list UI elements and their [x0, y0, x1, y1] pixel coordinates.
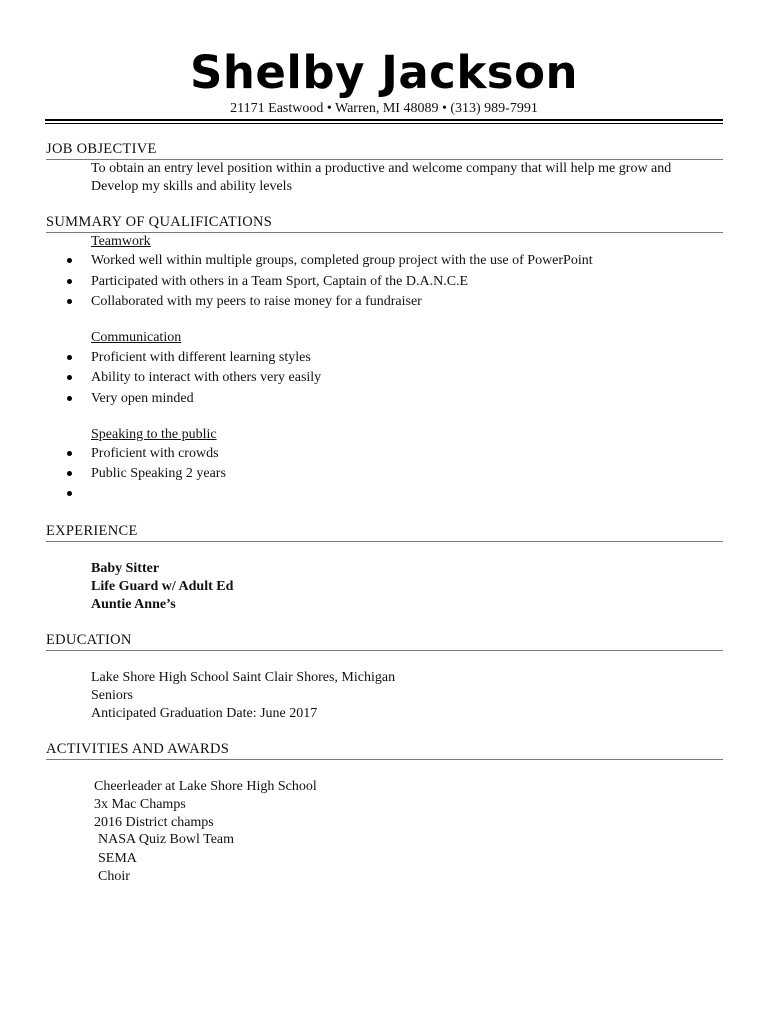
speaking-title: Speaking to the public [91, 427, 217, 442]
education-line-3: Anticipated Graduation Date: June 2017 [91, 706, 318, 721]
bullet-marker [67, 279, 72, 284]
activity-item-2: 3x Mac Champs [94, 797, 186, 812]
education-line-2: Seniors [91, 688, 133, 703]
bullet-marker [67, 299, 72, 304]
teamwork-item-1: Worked well within multiple groups, completed group project with the use of PowerPoint [91, 253, 593, 268]
teamwork-item-3: Collaborated with my peers to raise money for a fundraiser [91, 294, 422, 309]
experience-item-3: Auntie Anne’s [91, 597, 176, 612]
communication-item-1: Proficient with different learning styles [91, 350, 311, 365]
bullet-marker [67, 491, 72, 496]
teamwork-item-2: Participated with others in a Team Sport, Captain of the D.A.N.C.E [91, 274, 469, 289]
speaking-item-1: Proficient with crowds [91, 446, 219, 461]
objective-line-2: Develop my skills and ability levels [91, 179, 293, 194]
activity-item-1: Cheerleader at Lake Shore High School [94, 779, 317, 794]
activity-item-6: Choir [98, 869, 130, 884]
job-objective-heading: JOB OBJECTIVE [46, 140, 723, 160]
speaking-item-2: Public Speaking 2 years [91, 466, 226, 481]
communication-item-3: Very open minded [91, 391, 194, 406]
bullet-marker [67, 451, 72, 456]
qualifications-heading: SUMMARY OF QUALIFICATIONS [46, 213, 723, 233]
activity-item-5: SEMA [98, 851, 137, 866]
bullet-marker [67, 396, 72, 401]
header-rule-thick [45, 119, 723, 121]
header-rule-thin [45, 123, 723, 124]
bullet-marker [67, 355, 72, 360]
bullet-marker [67, 258, 72, 263]
education-heading: EDUCATION [46, 631, 723, 651]
communication-title: Communication [91, 330, 182, 345]
experience-heading: EXPERIENCE [46, 522, 723, 542]
activities-heading: ACTIVITIES AND AWARDS [46, 740, 723, 760]
education-line-1: Lake Shore High School Saint Clair Shores, Michigan [91, 670, 396, 685]
bullet-marker [67, 375, 72, 380]
communication-item-2: Ability to interact with others very easily [91, 370, 322, 385]
teamwork-title: Teamwork [91, 234, 151, 249]
bullet-marker [67, 471, 72, 476]
activity-item-4: NASA Quiz Bowl Team [98, 832, 235, 847]
resume-name: Shelby Jackson [189, 46, 579, 99]
objective-line-1: To obtain an entry level position within a productive and welcome company that will help me grow and [91, 161, 672, 176]
contact-line: 21171 Eastwood • Warren, MI 48089 • (313) 989-7991 [230, 101, 538, 116]
experience-item-1: Baby Sitter [91, 561, 160, 576]
activity-item-3: 2016 District champs [94, 815, 214, 830]
experience-item-2: Life Guard w/ Adult Ed [91, 579, 234, 594]
